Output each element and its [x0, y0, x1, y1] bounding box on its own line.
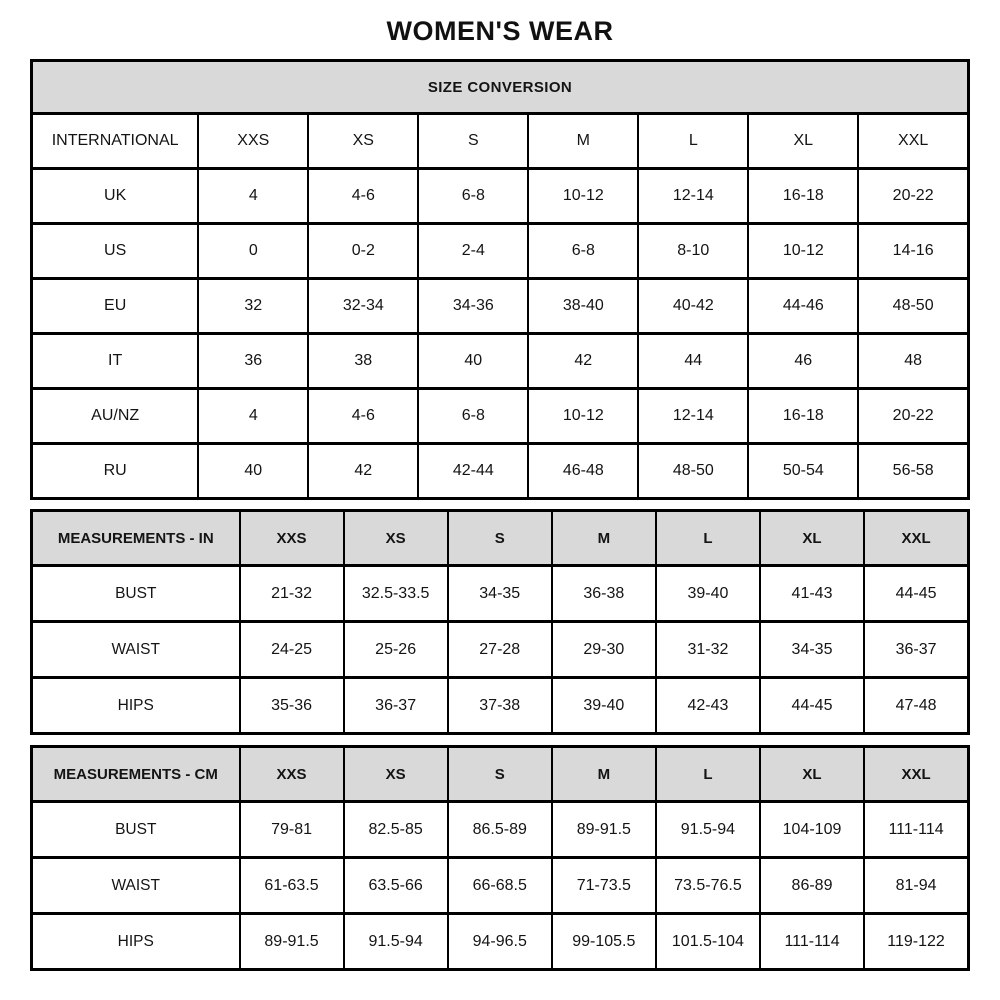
table-cell: 89-91.5	[552, 802, 656, 858]
table-cell: 10-12	[748, 224, 858, 279]
table-cell: 36-38	[552, 566, 656, 622]
table-cell: 111-114	[760, 914, 864, 970]
corner-header-cell: MEASUREMENTS - CM	[32, 747, 240, 802]
table-row	[32, 678, 969, 734]
corner-header-cell: MEASUREMENTS - IN	[32, 511, 240, 566]
table-cell: 32.5-33.5	[344, 566, 448, 622]
row-label: WAIST	[32, 858, 240, 914]
table-cell: 44-46	[748, 279, 858, 334]
table-cell: 66-68.5	[448, 858, 552, 914]
row-label: IT	[32, 334, 199, 389]
table-cell: 42	[528, 334, 638, 389]
table-cell: 47-48	[864, 678, 968, 734]
table-cell: 2-4	[418, 224, 528, 279]
size-column-header: XXL	[864, 511, 968, 566]
table-cell: 111-114	[864, 802, 968, 858]
table-cell: 25-26	[344, 622, 448, 678]
table-cell: 27-28	[448, 622, 552, 678]
table-cell: 36-37	[344, 678, 448, 734]
table-cell: 40	[418, 334, 528, 389]
row-label: UK	[32, 169, 199, 224]
table-cell: 37-38	[448, 678, 552, 734]
size-column-header: XS	[308, 114, 418, 169]
table-cell: 34-35	[448, 566, 552, 622]
size-column-header: S	[448, 747, 552, 802]
table-cell: 48-50	[638, 444, 748, 499]
size-column-header: S	[418, 114, 528, 169]
table-cell: 4	[198, 169, 308, 224]
table-cell: 39-40	[552, 678, 656, 734]
table-row	[32, 444, 969, 499]
table-row	[32, 914, 969, 970]
table-cell: 94-96.5	[448, 914, 552, 970]
table-cell: 86.5-89	[448, 802, 552, 858]
table-cell: 34-36	[418, 279, 528, 334]
page-title: WOMEN'S WEAR	[386, 16, 614, 46]
table-cell: 44	[638, 334, 748, 389]
table-cell: 12-14	[638, 389, 748, 444]
table-row	[32, 224, 969, 279]
size-column-header: XXS	[240, 747, 344, 802]
corner-header-cell: INTERNATIONAL	[32, 114, 199, 169]
table-row	[32, 858, 969, 914]
table-cell: 46-48	[528, 444, 638, 499]
table-row	[32, 279, 969, 334]
table-cell: 63.5-66	[344, 858, 448, 914]
table-cell: 24-25	[240, 622, 344, 678]
row-label: US	[32, 224, 199, 279]
table-cell: 50-54	[748, 444, 858, 499]
size-column-header: XXL	[858, 114, 968, 169]
size-conversion-table	[30, 59, 970, 500]
table-cell: 34-35	[760, 622, 864, 678]
table-cell: 32	[198, 279, 308, 334]
row-label: WAIST	[32, 622, 240, 678]
table-cell: 79-81	[240, 802, 344, 858]
size-column-header: S	[448, 511, 552, 566]
size-column-header: XXS	[240, 511, 344, 566]
table-cell: 0-2	[308, 224, 418, 279]
table-cell: 16-18	[748, 389, 858, 444]
table-cell: 10-12	[528, 169, 638, 224]
row-label: HIPS	[32, 678, 240, 734]
table-cell: 86-89	[760, 858, 864, 914]
table-cell: 38	[308, 334, 418, 389]
table-cell: 56-58	[858, 444, 968, 499]
table-cell: 89-91.5	[240, 914, 344, 970]
size-column-header: XL	[760, 747, 864, 802]
table-row	[32, 169, 969, 224]
size-column-header: XXS	[198, 114, 308, 169]
table-cell: 81-94	[864, 858, 968, 914]
size-column-header: XL	[748, 114, 858, 169]
table-cell: 41-43	[760, 566, 864, 622]
measurements-in-table	[30, 509, 970, 735]
size-conversion-column-header-row	[32, 114, 969, 169]
table-cell: 36-37	[864, 622, 968, 678]
table-cell: 71-73.5	[552, 858, 656, 914]
table-cell: 104-109	[760, 802, 864, 858]
table-cell: 46	[748, 334, 858, 389]
table-cell: 0	[198, 224, 308, 279]
table-cell: 32-34	[308, 279, 418, 334]
size-column-header: XS	[344, 511, 448, 566]
table-row	[32, 622, 969, 678]
measurements-cm-body	[32, 802, 969, 970]
size-column-header: M	[552, 511, 656, 566]
table-cell: 21-32	[240, 566, 344, 622]
size-column-header: XXL	[864, 747, 968, 802]
measurements-in-header-row	[32, 511, 969, 566]
size-column-header: L	[656, 747, 760, 802]
table-cell: 14-16	[858, 224, 968, 279]
size-column-header: M	[552, 747, 656, 802]
table-cell: 91.5-94	[656, 802, 760, 858]
table-cell: 73.5-76.5	[656, 858, 760, 914]
row-label: BUST	[32, 802, 240, 858]
size-column-header: XS	[344, 747, 448, 802]
table-cell: 6-8	[528, 224, 638, 279]
measurements-cm-table	[30, 745, 970, 971]
size-conversion-title-row	[32, 61, 969, 114]
row-label: EU	[32, 279, 199, 334]
table-cell: 4-6	[308, 169, 418, 224]
size-conversion-body	[32, 169, 969, 499]
table-cell: 4	[198, 389, 308, 444]
table-cell: 40-42	[638, 279, 748, 334]
table-cell: 8-10	[638, 224, 748, 279]
table-cell: 42	[308, 444, 418, 499]
table-cell: 82.5-85	[344, 802, 448, 858]
table-cell: 20-22	[858, 389, 968, 444]
table-cell: 35-36	[240, 678, 344, 734]
measurements-in-body	[32, 566, 969, 734]
table-cell: 119-122	[864, 914, 968, 970]
table-cell: 38-40	[528, 279, 638, 334]
table-cell: 44-45	[864, 566, 968, 622]
measurements-cm-header-row	[32, 747, 969, 802]
size-conversion-header: SIZE CONVERSION	[32, 61, 969, 114]
size-column-header: M	[528, 114, 638, 169]
table-row	[32, 566, 969, 622]
table-cell: 48-50	[858, 279, 968, 334]
table-cell: 4-6	[308, 389, 418, 444]
table-cell: 39-40	[656, 566, 760, 622]
table-cell: 31-32	[656, 622, 760, 678]
table-row	[32, 802, 969, 858]
table-cell: 91.5-94	[344, 914, 448, 970]
table-cell: 36	[198, 334, 308, 389]
table-cell: 20-22	[858, 169, 968, 224]
table-cell: 44-45	[760, 678, 864, 734]
size-column-header: XL	[760, 511, 864, 566]
table-cell: 42-44	[418, 444, 528, 499]
table-row	[32, 389, 969, 444]
table-cell: 10-12	[528, 389, 638, 444]
table-cell: 101.5-104	[656, 914, 760, 970]
size-column-header: L	[656, 511, 760, 566]
table-row	[32, 334, 969, 389]
row-label: AU/NZ	[32, 389, 199, 444]
table-cell: 61-63.5	[240, 858, 344, 914]
table-cell: 16-18	[748, 169, 858, 224]
table-cell: 6-8	[418, 389, 528, 444]
table-cell: 12-14	[638, 169, 748, 224]
table-cell: 29-30	[552, 622, 656, 678]
row-label: HIPS	[32, 914, 240, 970]
row-label: RU	[32, 444, 199, 499]
row-label: BUST	[32, 566, 240, 622]
table-cell: 42-43	[656, 678, 760, 734]
table-cell: 99-105.5	[552, 914, 656, 970]
size-column-header: L	[638, 114, 748, 169]
table-cell: 6-8	[418, 169, 528, 224]
table-cell: 40	[198, 444, 308, 499]
table-cell: 48	[858, 334, 968, 389]
